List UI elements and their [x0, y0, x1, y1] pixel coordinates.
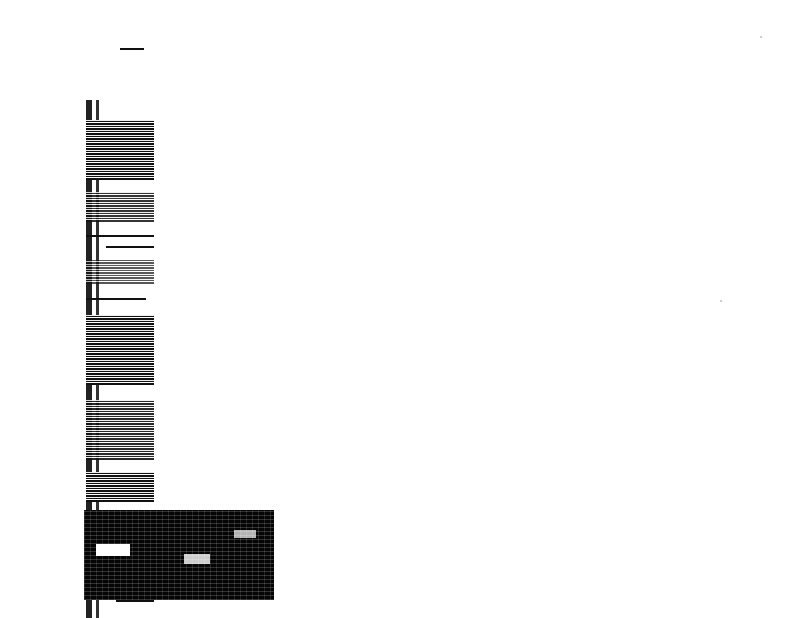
scan-speck	[720, 300, 722, 302]
scan-block	[86, 472, 154, 502]
scan-block	[86, 260, 154, 284]
scan-tick	[86, 235, 154, 237]
scan-block	[86, 315, 154, 385]
scan-tick	[106, 246, 154, 248]
redacted-scan-block	[84, 510, 274, 600]
scan-block	[86, 192, 154, 222]
margin-dash-mark	[120, 48, 144, 50]
scan-speck	[760, 36, 762, 38]
scan-block	[86, 120, 154, 180]
scan-block	[86, 400, 154, 460]
scan-artifact	[184, 554, 210, 564]
scan-artifact	[96, 544, 130, 556]
scan-tick	[86, 298, 146, 300]
scan-artifact	[234, 530, 256, 538]
scan-tick	[116, 600, 154, 602]
